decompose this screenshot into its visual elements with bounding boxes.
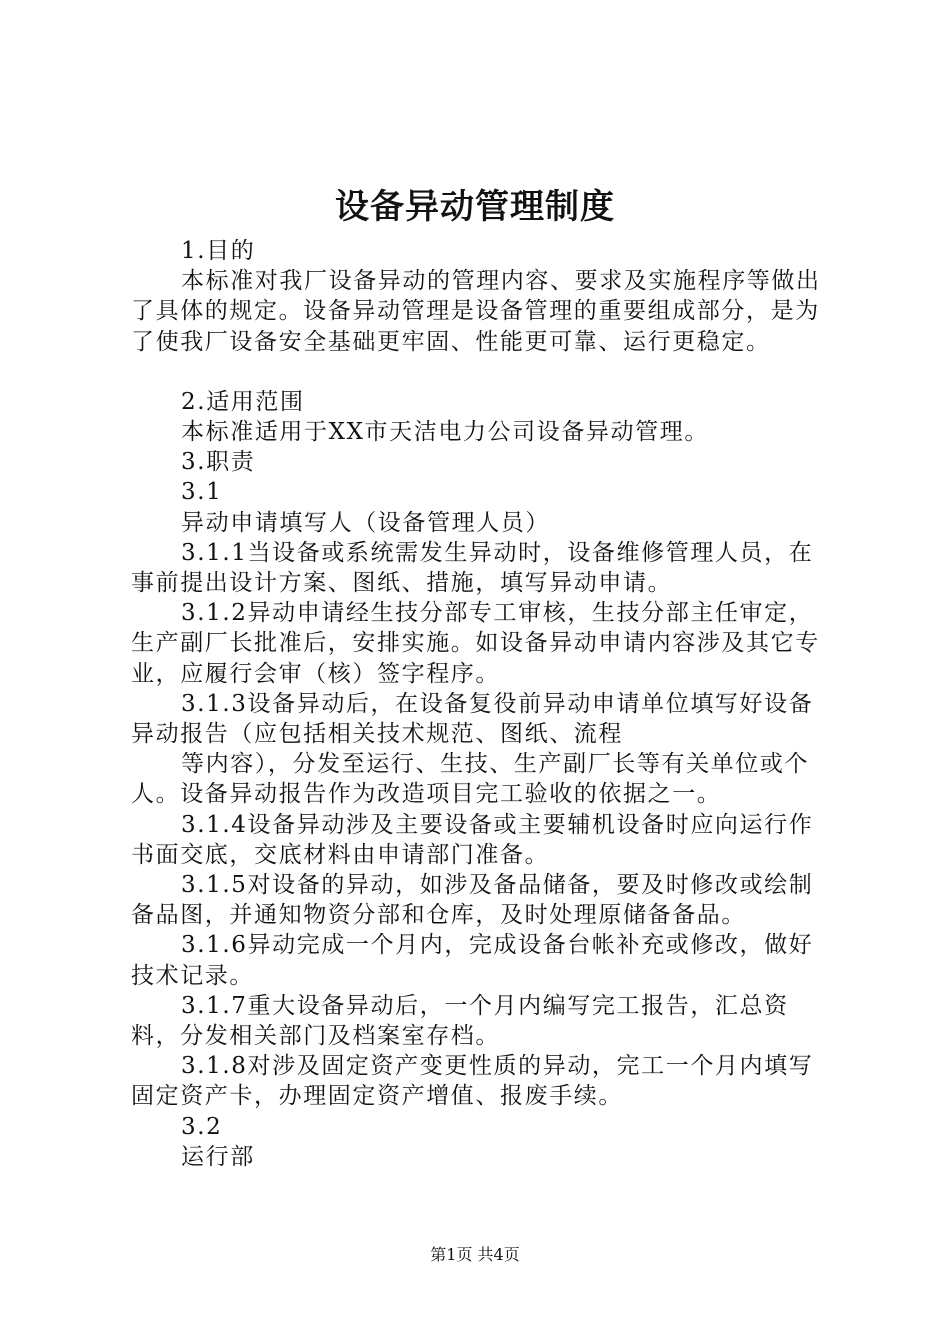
purpose-paragraph: 本标准对我厂设备异动的管理内容、要求及实施程序等做出了具体的规定。设备异动管理是设备管理的重要组成部分，是为了使我厂设备安全基础更牢固、性能更可靠、运行更稳定。 [131, 268, 821, 355]
clause-3-1-8: 3.1.8对涉及固定资产变更性质的异动，完工一个月内填写固定资产卡，办理固定资产增值、报废手续。 [131, 1053, 814, 1110]
clause-3-1-7: 3.1.7重大设备异动后，一个月内编写完工报告，汇总资料，分发相关部门及档案室存档。 [131, 992, 789, 1050]
clause-3-1-6: 3.1.6异动完成一个月内，完成设备台帐补充或修改，做好技术记录。 [131, 932, 814, 989]
subsection-title-applicant: 异动申请填写人（设备管理人员） [181, 509, 550, 536]
paragraph-spacer [131, 357, 831, 387]
subsection-title-operations: 运行部 [181, 1143, 255, 1170]
section-heading-scope: 2.适用范围 [181, 388, 305, 415]
clause-3-1-2: 3.1.2异动申请经生技分部专工审核，生技分部主任审定，生产副厂长批准后，安排实施。如设备异动申请内容涉及其它专业，应履行会审（核）签字程序。 [131, 600, 820, 687]
clause-3-1-3: 3.1.3设备异动后，在设备复役前异动申请单位填写好设备异动报告（应包括相关技术规范、图纸、流程 [131, 690, 814, 748]
clause-3-1-1: 3.1.1当设备或系统需发生异动时，设备维修管理人员，在事前提出设计方案、图纸、措施，填写异动申请。 [131, 539, 814, 597]
page-footer: 第1页 共4页 [430, 1245, 520, 1264]
clause-3-1-3-continued: 等内容），分发至运行、生技、生产副厂长等有关单位或个人。设备异动报告作为改造项目完工验收的依据之一。 [131, 751, 810, 808]
section-heading-duties: 3.职责 [181, 449, 256, 476]
scope-paragraph: 本标准适用于XX市天洁电力公司设备异动管理。 [181, 419, 709, 446]
subsection-number-3-1: 3.1 [181, 479, 223, 506]
clause-3-1-4: 3.1.4设备异动涉及主要设备或主要辅机设备时应向运行作书面交底，交底材料由申请部门准备。 [131, 811, 814, 868]
subsection-number-3-2: 3.2 [181, 1113, 223, 1140]
section-heading-purpose: 1.目的 [181, 238, 256, 264]
document-body [131, 236, 831, 1172]
clause-3-1-5: 3.1.5对设备的异动，如涉及备品储备，要及时修改或绘制备品图，并通知物资分部和仓库，及时处理原储备备品。 [131, 872, 814, 929]
document-title: 设备异动管理制度 [335, 187, 615, 227]
